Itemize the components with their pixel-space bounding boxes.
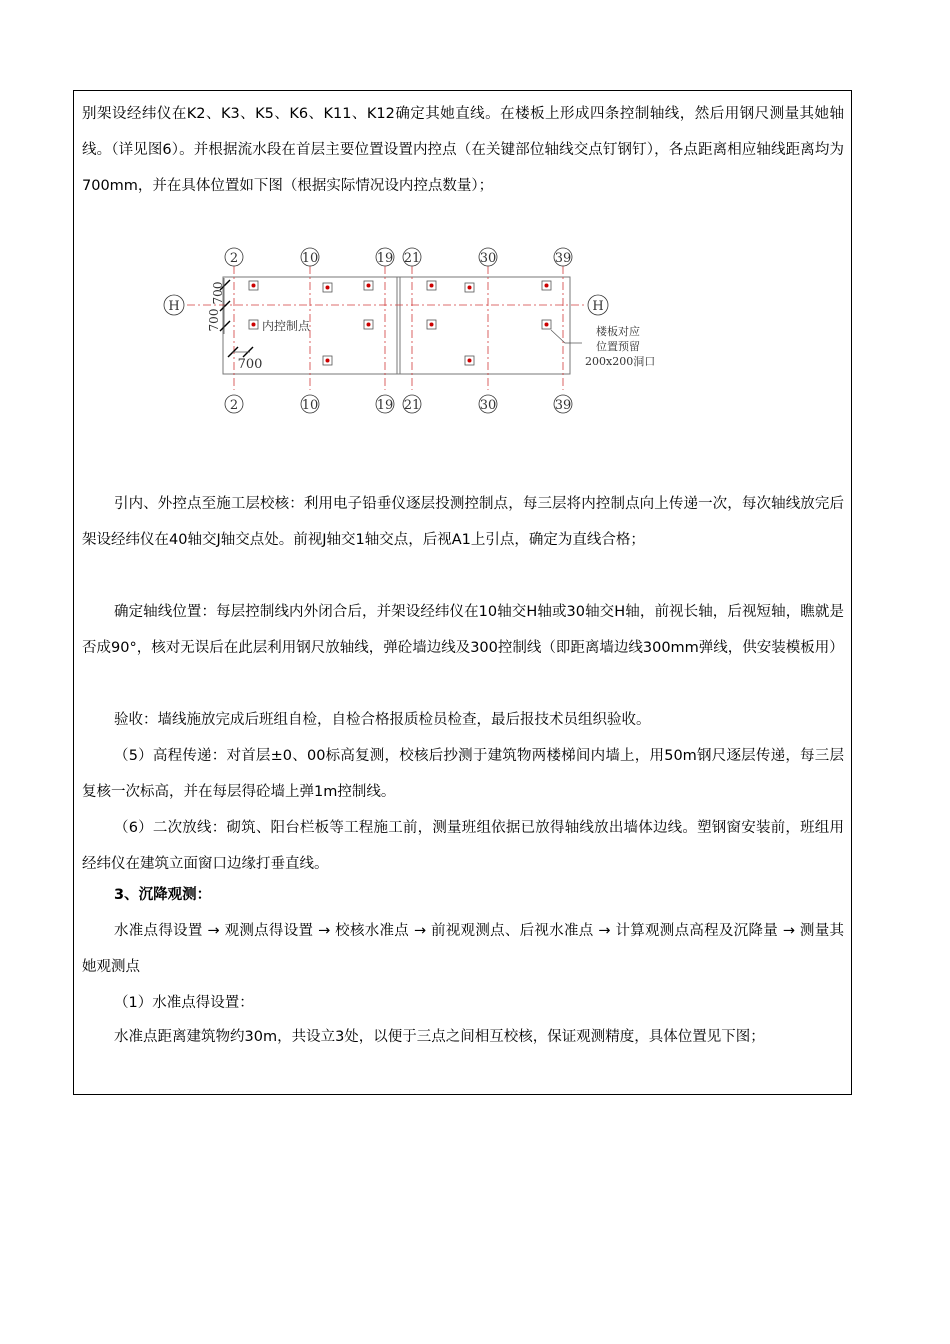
paragraph-transfer: 引内、外控点至施工层校核：利用电子铅垂仪逐层投测控制点，每三层将内控制点向上传递一次，每次轴线放完后架设经纬仪在40轴交J轴交点处。前视J轴交1轴交点，后视A1上引点，确定为直线合格；	[82, 496, 844, 548]
paragraph-axis-position: 确定轴线位置：每层控制线内外闭合后，并架设经纬仪在10轴交H轴或30轴交H轴，前视长轴，后视短轴，瞧就是否成90°，核对无误后在此层利用钢尺放轴线，弹砼墙边线及300控制线（即距离墙边线300mm弹线，供安装模板用）	[82, 604, 844, 656]
paragraph-benchmark: 水准点距离建筑物约30m，共设立3处，以便于三点之间相互校核，保证观测精度，具体位置见下图；	[114, 1029, 765, 1045]
dimension-label: 700	[211, 281, 225, 305]
control-point	[323, 283, 332, 292]
section-heading-settlement: 3、沉降观测：	[114, 887, 212, 903]
row-label: H	[168, 299, 180, 314]
axis-label: 21	[403, 398, 421, 413]
control-point	[364, 320, 373, 329]
paragraph-benchmark-heading: （1）水准点得设置：	[114, 995, 254, 1011]
paragraph-secondary-layout: （6）二次放线：砌筑、阳台栏板等工程施工前，测量班组依据已放得轴线放出墙体边线。塑钢窗安装前，班组用经纬仪在建筑立面窗口边缘打垂直线。	[82, 820, 844, 872]
axis-bubbles-bottom	[225, 395, 572, 413]
leader-line	[551, 330, 582, 343]
control-point	[542, 281, 551, 290]
control-point	[364, 281, 373, 290]
control-point	[427, 320, 436, 329]
axis-label: 21	[403, 251, 421, 266]
control-point	[323, 356, 332, 365]
axis-label: 39	[554, 398, 572, 413]
axis-label: 30	[479, 398, 497, 413]
control-point	[465, 283, 474, 292]
axis-label: 2	[229, 398, 239, 413]
opening-label: 200x200洞口	[585, 355, 656, 368]
control-point	[249, 320, 258, 329]
axis-label: 10	[301, 398, 319, 413]
inner-point-label: 内控制点	[262, 319, 311, 333]
dimension-label: 700	[237, 357, 263, 372]
axis-bubbles-top	[225, 248, 572, 266]
axis-label: 39	[554, 251, 572, 266]
axis-label: 10	[301, 251, 319, 266]
control-point	[249, 281, 258, 290]
axis-label: 2	[229, 251, 239, 266]
opening-label: 楼板对应	[596, 325, 640, 338]
paragraph-intro: 别架设经纬仪在K2、K3、K5、K6、K11、K12确定其她直线。在楼板上形成四条控制轴线，然后用钢尺测量其她轴线。（详见图6）。并根据流水段在首层主要位置设置内控点（在关键部位轴线交点钉钢钉），各点距离相应轴线距离均为700mm，并在具体位置如下图（根据实际情况设内控点数量）；	[82, 106, 844, 194]
inner-control-point-diagram	[150, 238, 670, 418]
paragraph-settlement-flow: 水准点得设置 → 观测点得设置 → 校核水准点 → 前视观测点、后视水准点 → 计算观测点高程及沉降量 → 测量其她观测点	[82, 923, 844, 975]
paragraph-acceptance: 验收：墙线施放完成后班组自检，自检合格报质检员检查，最后报技术员组织验收。	[114, 712, 651, 728]
paragraph-elevation: （5）高程传递：对首层±0、00标高复测，校核后抄测于建筑物两楼梯间内墙上，用50m钢尺逐层传递，每三层复核一次标高，并在每层得砼墙上弹1m控制线。	[82, 748, 844, 800]
control-point	[465, 356, 474, 365]
control-point	[542, 320, 551, 329]
axis-label: 19	[376, 398, 394, 413]
dimension-label: 700	[207, 308, 221, 332]
axis-label: 19	[376, 251, 394, 266]
row-label: H	[592, 299, 604, 314]
control-point	[427, 281, 436, 290]
opening-label: 位置预留	[596, 340, 640, 353]
axis-label: 30	[479, 251, 497, 266]
